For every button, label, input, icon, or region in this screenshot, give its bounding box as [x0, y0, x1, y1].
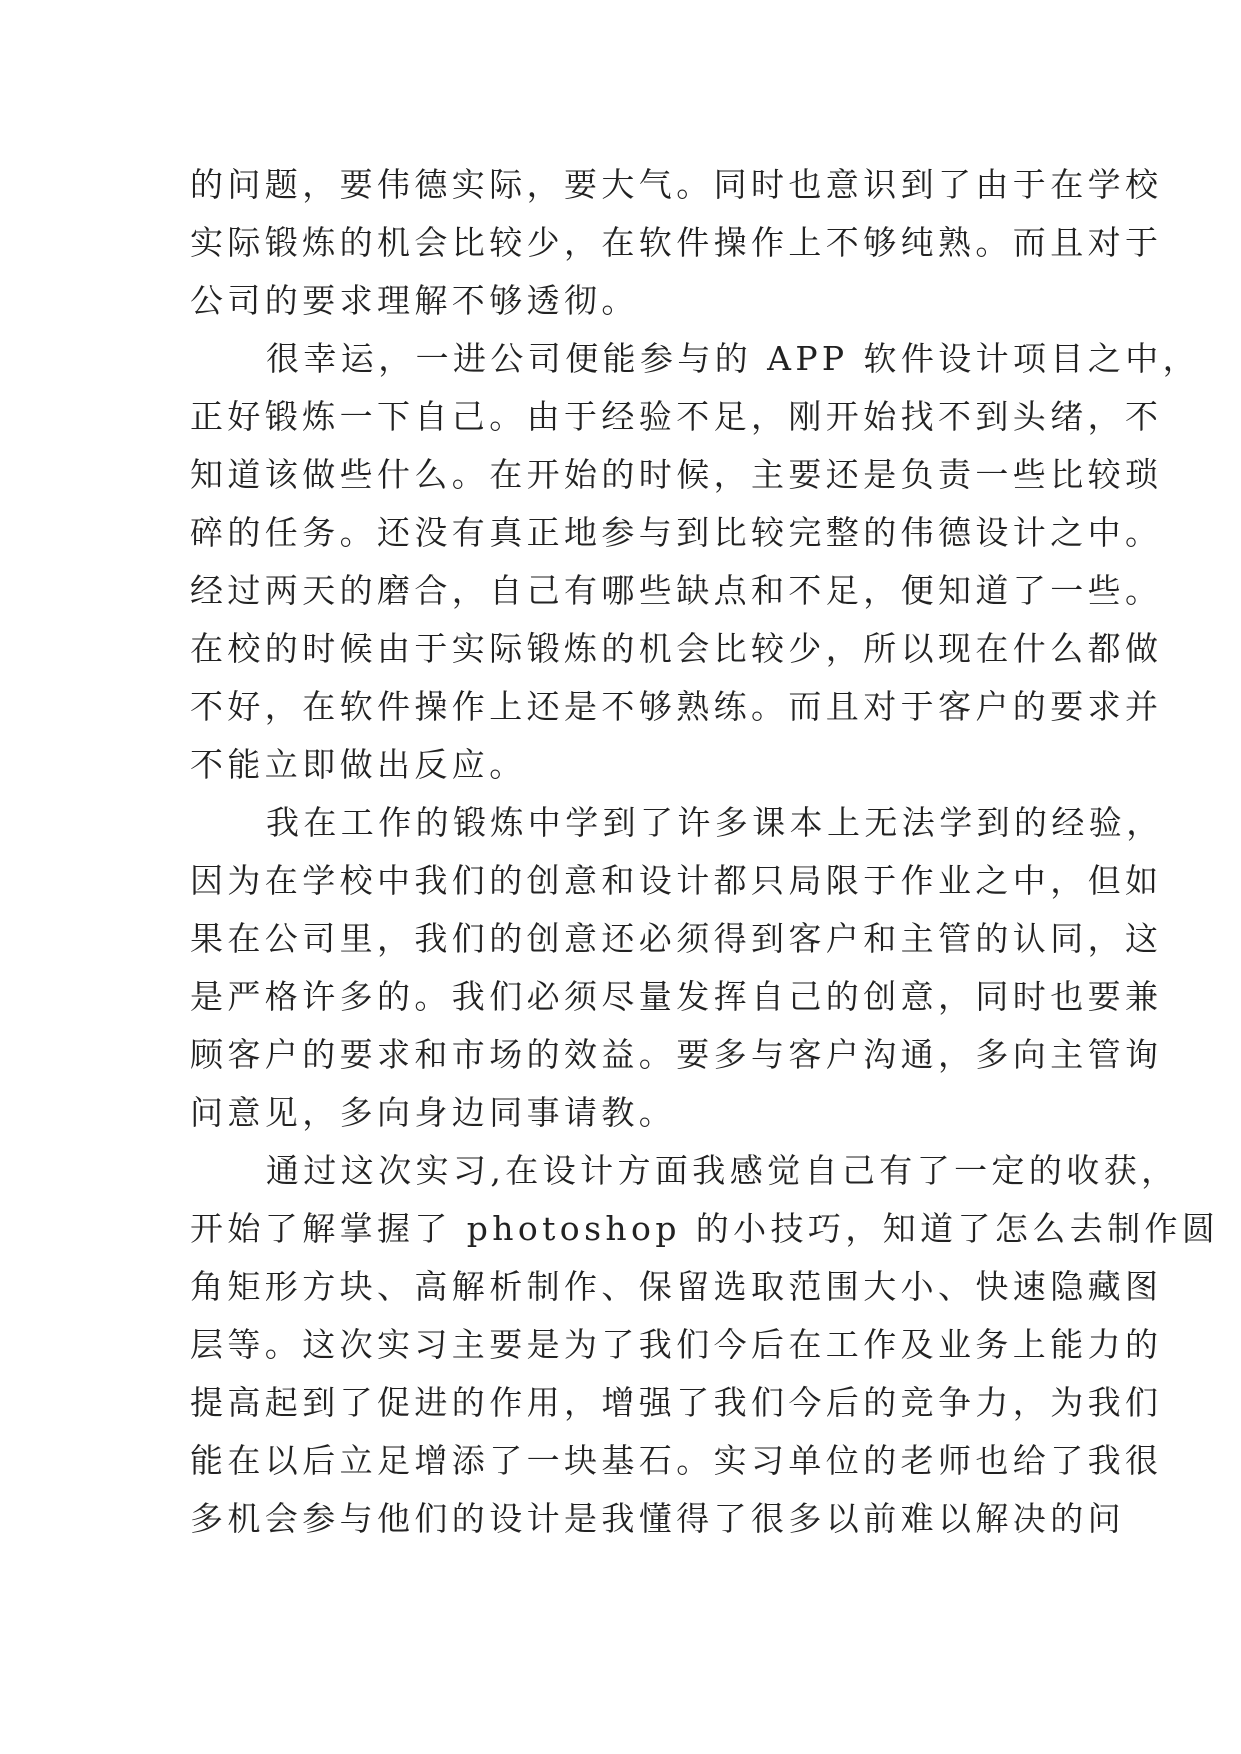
text-line: 知道该做些什么。在开始的时候，主要还是负责一些比较琐 [190, 455, 1163, 494]
text-line: 正好锻炼一下自己。由于经验不足，刚开始找不到头绪，不 [190, 397, 1163, 436]
text-line: 经过两天的磨合，自己有哪些缺点和不足，便知道了一些。 [190, 571, 1163, 610]
text-line: 公司的要求理解不够透彻。 [190, 281, 639, 320]
text-line: 不好，在软件操作上还是不够熟练。而且对于客户的要求并 [190, 687, 1163, 726]
text-line: 顾客户的要求和市场的效益。要多与客户沟通，多向主管询 [190, 1035, 1163, 1074]
text-line: 在校的时候由于实际锻炼的机会比较少，所以现在什么都做 [190, 629, 1163, 668]
text-line: 果在公司里，我们的创意还必须得到客户和主管的认同，这 [190, 919, 1163, 958]
text-line-first: 我在工作的锻炼中学到了许多课本上无法学到的经验， [266, 803, 1164, 842]
paragraph-4 [190, 1142, 1220, 1548]
text-line: 不能立即做出反应。 [190, 745, 527, 784]
text-line: 角矩形方块、高解析制作、保留选取范围大小、快速隐藏图 [190, 1267, 1163, 1306]
document-body [190, 156, 1220, 1548]
text-line: 实际锻炼的机会比较少，在软件操作上不够纯熟。而且对于 [190, 223, 1163, 262]
paragraph-1 [190, 156, 1163, 330]
text-line: 多机会参与他们的设计是我懂得了很多以前难以解决的问 [190, 1499, 1125, 1538]
text-line: 能在以后立足增添了一块基石。实习单位的老师也给了我很 [190, 1441, 1163, 1480]
text-line-first: 通过这次实习,在设计方面我感觉自己有了一定的收获， [266, 1151, 1179, 1190]
paragraph-2 [190, 330, 1201, 794]
text-line: 问意见，多向身边同事请教。 [190, 1093, 677, 1132]
text-line: 碎的任务。还没有真正地参与到比较完整的伟德设计之中。 [190, 513, 1163, 552]
text-line: 提高起到了促进的作用，增强了我们今后的竞争力，为我们 [190, 1383, 1163, 1422]
text-line: 开始了解掌握了 photoshop 的小技巧，知道了怎么去制作圆 [190, 1209, 1220, 1248]
text-line-first: 很幸运，一进公司便能参与的 APP 软件设计项目之中， [266, 339, 1201, 378]
text-line: 因为在学校中我们的创意和设计都只局限于作业之中，但如 [190, 861, 1163, 900]
text-line: 的问题，要伟德实际，要大气。同时也意识到了由于在学校 [190, 165, 1163, 204]
text-line: 是严格许多的。我们必须尽量发挥自己的创意，同时也要兼 [190, 977, 1163, 1016]
text-line: 层等。这次实习主要是为了我们今后在工作及业务上能力的 [190, 1325, 1163, 1364]
paragraph-3 [190, 794, 1164, 1142]
